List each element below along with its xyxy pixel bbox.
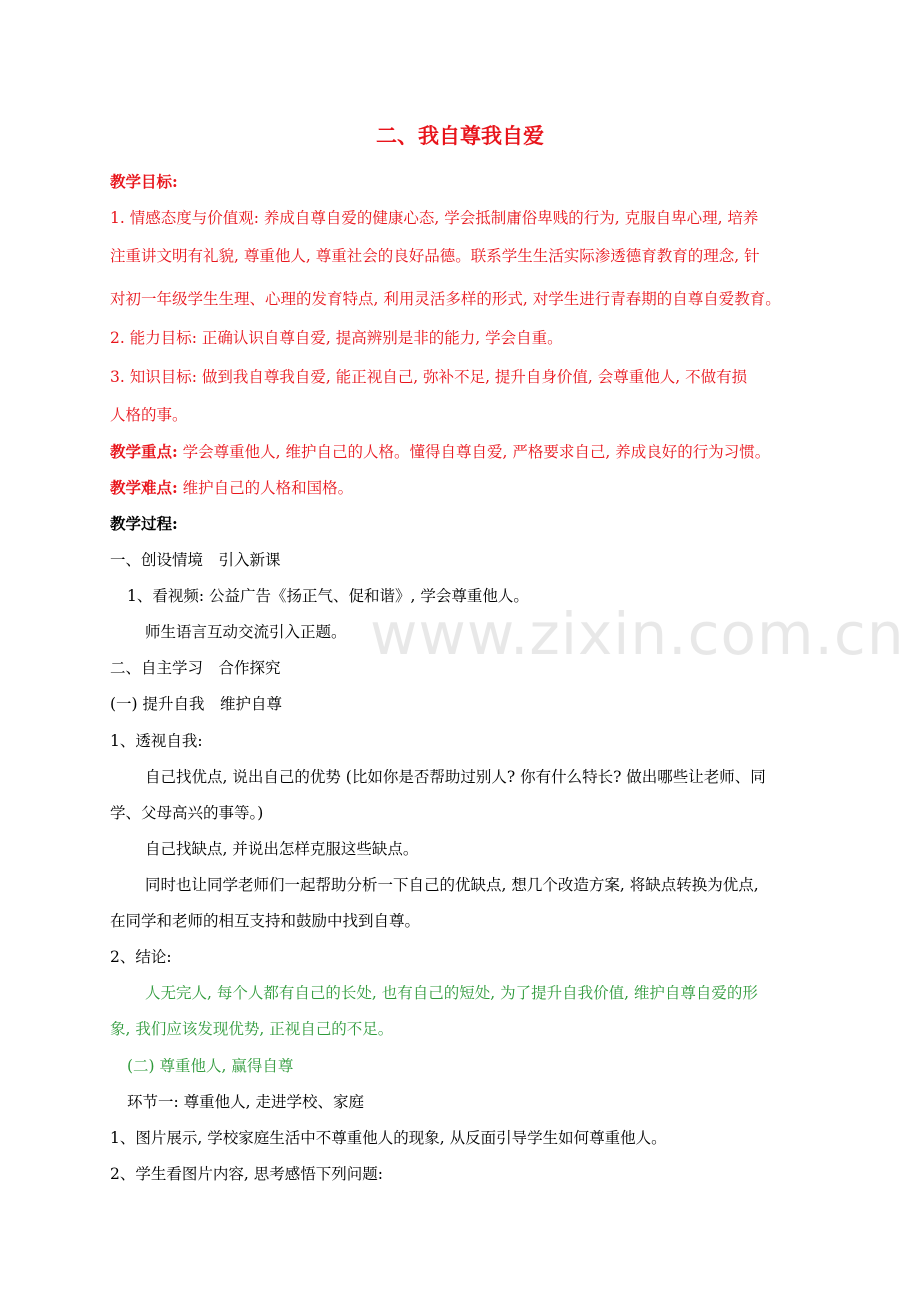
item-1-paragraph-3-line-1: 同时也让同学老师们一起帮助分析一下自己的优缺点, 想几个改造方案, 将缺点转换为优点, — [145, 876, 759, 894]
item-2-heading: 2、结论: — [110, 948, 172, 966]
objective-1-line-3: 对初一年级学生生理、心理的发育特点, 利用灵活多样的形式, 对学生进行青春期的自尊自爱教育。 — [110, 290, 781, 308]
section-1-text: 师生语言互动交流引入正题。 — [145, 623, 347, 641]
picture-item-2: 2、学生看图片内容, 思考感悟下列问题: — [110, 1165, 383, 1183]
section-1-item-1: 1、看视频: 公益广告《扬正气、促和谐》, 学会尊重他人。 — [127, 587, 529, 605]
subsection-2-heading: (二) 尊重他人, 赢得自尊 — [127, 1057, 294, 1075]
objective-1-line-1: 1. 情感态度与价值观: 养成自尊自爱的健康心态, 学会抵制庸俗卑贱的行为, 克服自卑心理, 培养 — [110, 209, 759, 227]
picture-item-1: 1、图片展示, 学校家庭生活中不尊重他人的现象, 从反面引导学生如何尊重他人。 — [110, 1129, 667, 1147]
item-1-paragraph-1-line-1: 自己找优点, 说出自己的优势 (比如你是否帮助过别人? 你有什么特长? 做出哪些让老师、同 — [145, 768, 766, 786]
section-1-heading: 一、创设情境 引入新课 — [110, 551, 281, 569]
key-points-text: 学会尊重他人, 维护自己的人格。懂得自尊自爱, 严格要求自己, 养成良好的行为习惯。 — [177, 443, 771, 461]
conclusion-line-1: 人无完人, 每个人都有自己的长处, 也有自己的短处, 为了提升自我价值, 维护自尊自爱的形 — [145, 984, 758, 1002]
objective-1-line-2: 注重讲文明有礼貌, 尊重他人, 尊重社会的良好品德。联系学生生活实际渗透德育教育的理念, 针 — [110, 247, 760, 265]
difficult-points-label: 教学难点: — [110, 478, 178, 497]
link-1-heading: 环节一: 尊重他人, 走进学校、家庭 — [127, 1093, 365, 1111]
key-points-label: 教学重点: — [110, 442, 178, 461]
item-1-paragraph-1-line-2: 学、父母高兴的事等。) — [110, 804, 264, 822]
objective-3-line-1: 3. 知识目标: 做到我自尊我自爱, 能正视自己, 弥补不足, 提升自身价值, 会尊重他人, 不做有损 — [110, 368, 748, 386]
page-title: 二、我自尊我自爱 — [376, 123, 544, 148]
item-1-paragraph-3-line-2: 在同学和老师的相互支持和鼓励中找到自尊。 — [110, 912, 421, 930]
difficult-points-text: 维护自己的人格和国格。 — [177, 479, 354, 497]
objectives-label: 教学目标: — [110, 172, 178, 191]
objective-2: 2. 能力目标: 正确认识自尊自爱, 提高辨别是非的能力, 学会自重。 — [110, 329, 563, 347]
watermark: www.zixin.com.cn — [370, 600, 905, 668]
difficult-points — [110, 477, 920, 499]
objective-3-line-2: 人格的事。 — [110, 406, 188, 424]
key-points — [110, 441, 920, 463]
subsection-1-heading: (一) 提升自我 维护自尊 — [110, 695, 283, 713]
item-1-heading: 1、透视自我: — [110, 732, 203, 750]
conclusion-line-2: 象, 我们应该发现优势, 正视自己的不足。 — [110, 1020, 394, 1038]
item-1-paragraph-2: 自己找缺点, 并说出怎样克服这些缺点。 — [145, 840, 419, 858]
section-2-heading: 二、自主学习 合作探究 — [110, 659, 281, 677]
process-label: 教学过程: — [110, 514, 178, 533]
